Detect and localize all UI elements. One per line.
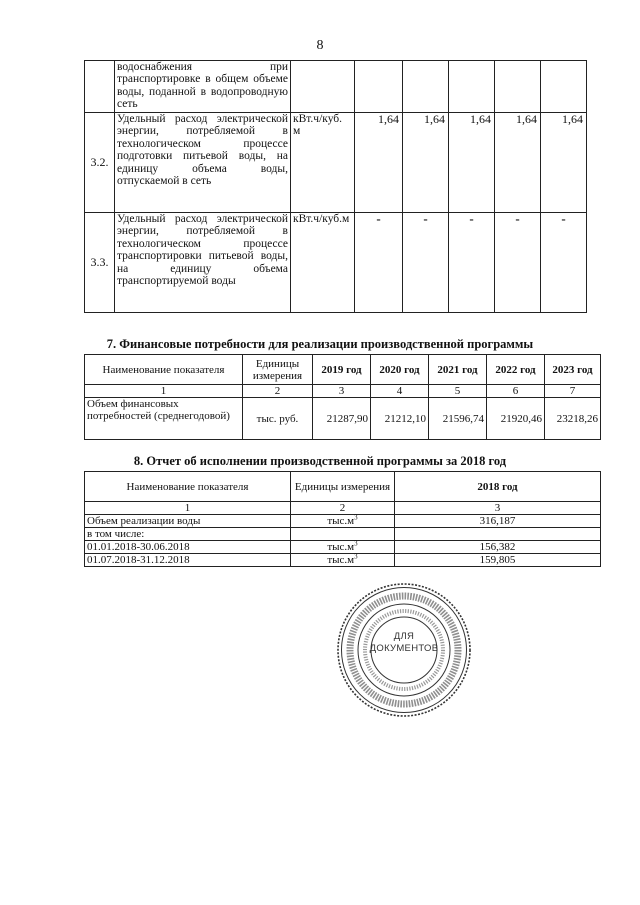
table-row	[85, 113, 587, 213]
value-cell: -	[495, 213, 541, 313]
column-header: 2023 год	[545, 355, 601, 385]
indicator-description: Удельный расход электрической энергии, потребляемой в технологическом процессе подготовки питьевой воды, на единицу объема воды, отпускаемой в сеть	[115, 113, 291, 213]
unit-cell: тыс. руб.	[243, 398, 313, 440]
stamp-center-text	[336, 631, 472, 655]
value-cell: 1,64	[449, 113, 495, 213]
table-row	[85, 515, 601, 528]
table-row	[85, 398, 601, 440]
financial-needs-table	[84, 354, 601, 440]
value-cell: 21920,46	[487, 398, 545, 440]
section-8-title: 8. Отчет об исполнении производственной программы за 2018 год	[133, 454, 507, 468]
column-header: 2022 год	[487, 355, 545, 385]
row-number: 3.3.	[85, 213, 115, 313]
value-cell: 21212,10	[371, 398, 429, 440]
unit-base: тыс.м	[327, 541, 355, 553]
table-row	[85, 213, 587, 313]
unit-cell	[291, 528, 395, 541]
column-header: Единицы измерения	[291, 472, 395, 502]
page-number: 8	[316, 38, 324, 53]
unit-cell	[291, 515, 395, 528]
value-cell: 316,187	[395, 515, 601, 528]
index-cell: 3	[313, 385, 371, 398]
unit-cell: кВт.ч/куб.м	[291, 213, 355, 313]
row-number	[85, 61, 115, 113]
official-stamp	[336, 582, 472, 718]
index-cell: 1	[85, 385, 243, 398]
stamp-line: ДОКУМЕНТОВ	[369, 643, 439, 654]
index-cell: 2	[291, 502, 395, 515]
value-cell: -	[449, 213, 495, 313]
value-cell: 1,64	[403, 113, 449, 213]
value-cell: 1,64	[541, 113, 587, 213]
indicator-description: водоснабжения при транспортировке в общем объеме воды, поданной в водопроводную сеть	[115, 61, 291, 113]
value-cell	[449, 61, 495, 113]
column-header: 2019 год	[313, 355, 371, 385]
value-cell: -	[403, 213, 449, 313]
column-header: 2021 год	[429, 355, 487, 385]
value-cell	[403, 61, 449, 113]
table-row	[85, 528, 601, 541]
value-cell: 156,382	[395, 541, 601, 554]
column-header: Единицы измерения	[243, 355, 313, 385]
unit-base: тыс.м	[327, 515, 355, 527]
value-cell	[395, 528, 601, 541]
program-report-table	[84, 471, 601, 567]
value-cell: 159,805	[395, 554, 601, 567]
column-header: 2018 год	[395, 472, 601, 502]
column-header: Наименование показателя	[85, 355, 243, 385]
indicator-name: Объем реализации воды	[85, 515, 291, 528]
table-row	[85, 541, 601, 554]
column-header: Наименование показателя	[85, 472, 291, 502]
table-index-row	[85, 502, 601, 515]
unit-superscript: 3	[354, 552, 358, 561]
indicators-table	[84, 60, 587, 313]
value-cell: 21287,90	[313, 398, 371, 440]
value-cell: 23218,26	[545, 398, 601, 440]
unit-cell	[291, 554, 395, 567]
column-header: 2020 год	[371, 355, 429, 385]
unit-cell	[291, 61, 355, 113]
indicator-name: 01.07.2018-31.12.2018	[85, 554, 291, 567]
table-index-row	[85, 385, 601, 398]
value-cell	[495, 61, 541, 113]
value-cell: 21596,74	[429, 398, 487, 440]
unit-cell	[291, 541, 395, 554]
indicator-name: 01.01.2018-30.06.2018	[85, 541, 291, 554]
index-cell: 5	[429, 385, 487, 398]
value-cell	[541, 61, 587, 113]
unit-base: тыс.м	[327, 554, 355, 566]
row-number: 3.2.	[85, 113, 115, 213]
value-cell: -	[355, 213, 403, 313]
value-cell	[355, 61, 403, 113]
indicator-name: Объем финансовых потребностей (среднегодовой)	[85, 398, 243, 440]
value-cell: 1,64	[355, 113, 403, 213]
unit-cell: кВт.ч/куб. м	[291, 113, 355, 213]
index-cell: 1	[85, 502, 291, 515]
indicator-description: Удельный расход электрической энергии, потребляемой в технологическом процессе транспортировки питьевой воды, на единицу объема транспортируемой воды	[115, 213, 291, 313]
index-cell: 7	[545, 385, 601, 398]
index-cell: 4	[371, 385, 429, 398]
index-cell: 2	[243, 385, 313, 398]
table-header-row	[85, 472, 601, 502]
table-header-row	[85, 355, 601, 385]
value-cell: 1,64	[495, 113, 541, 213]
indicator-name: в том числе:	[85, 528, 291, 541]
index-cell: 3	[395, 502, 601, 515]
stamp-line: ДЛЯ	[393, 631, 415, 642]
index-cell: 6	[487, 385, 545, 398]
section-7-title: 7. Финансовые потребности для реализации производственной программы	[106, 337, 534, 351]
table-row	[85, 554, 601, 567]
value-cell: -	[541, 213, 587, 313]
unit-superscript: 3	[354, 539, 358, 548]
table-row	[85, 61, 587, 113]
unit-superscript: 3	[354, 513, 358, 522]
